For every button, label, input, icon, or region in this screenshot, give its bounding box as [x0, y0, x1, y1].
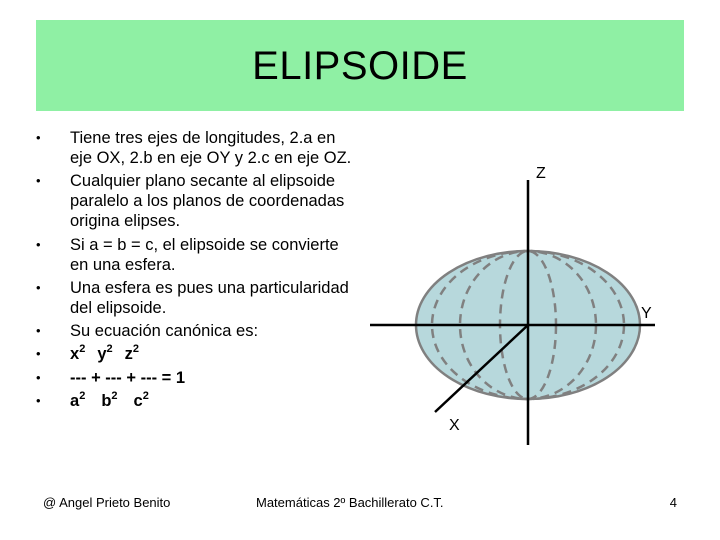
- bullet-dot: •: [36, 173, 41, 189]
- exponent: 2: [79, 389, 86, 402]
- fraction-line-text: --- + --- + --- = 1: [70, 368, 186, 387]
- numerator-z: z: [124, 345, 133, 364]
- bullet-dot: •: [36, 236, 41, 252]
- exponent: 2: [142, 389, 149, 402]
- exponent: 2: [106, 342, 113, 355]
- footer-author: @ Angel Prieto Benito: [43, 495, 171, 510]
- y-axis-label: Y: [641, 305, 652, 322]
- z-axis-label: Z: [536, 165, 546, 182]
- x-axis-label: X: [449, 417, 460, 434]
- bullet-item: [36, 128, 356, 168]
- bullet-text: Tiene tres ejes de longitudes, 2.a en eje OX, 2.b en eje OY y 2.c en eje OZ.: [70, 129, 352, 167]
- exponent: 2: [79, 342, 86, 355]
- exponent: 2: [132, 342, 139, 355]
- bullet-text: Cualquier plano secante al elipsoide paralelo a los planos de coordenadas origina elipses.: [70, 172, 345, 231]
- slide-title: ELIPSOIDE: [252, 44, 468, 88]
- bullet-item: [36, 278, 356, 318]
- numerator-y: y: [97, 345, 107, 364]
- denominator-a: a: [70, 392, 80, 411]
- bullet-item: [36, 321, 356, 341]
- title-band: [36, 20, 684, 111]
- bullet-dot: •: [36, 369, 41, 385]
- bullet-text: Si a = b = c, el elipsoide se convierte en una esfera.: [70, 235, 339, 274]
- footer-course: Matemáticas 2º Bachillerato C.T.: [256, 495, 444, 510]
- numerator-x: x: [70, 345, 80, 364]
- bullet-dot: •: [36, 279, 41, 295]
- page-number: 4: [669, 495, 677, 510]
- equation-fraction-line: [36, 368, 356, 388]
- bullet-dot: •: [36, 130, 41, 145]
- bullet-dot: •: [36, 393, 41, 409]
- bullet-list: [36, 128, 356, 414]
- bullet-item: [36, 235, 356, 275]
- denominator-c: c: [133, 392, 143, 411]
- ellipsoid-figure: [360, 150, 680, 450]
- exponent: 2: [111, 389, 118, 402]
- bullet-text: Una esfera es pues una particularidad del elipsoide.: [70, 278, 349, 317]
- bullet-dot: •: [36, 323, 41, 339]
- bullet-text: Su ecuación canónica es:: [70, 322, 259, 341]
- equation-denominator: [36, 391, 356, 411]
- equation-numerator: [36, 344, 356, 364]
- denominator-b: b: [101, 392, 112, 411]
- bullet-item: [36, 171, 356, 231]
- bullet-dot: •: [36, 346, 41, 362]
